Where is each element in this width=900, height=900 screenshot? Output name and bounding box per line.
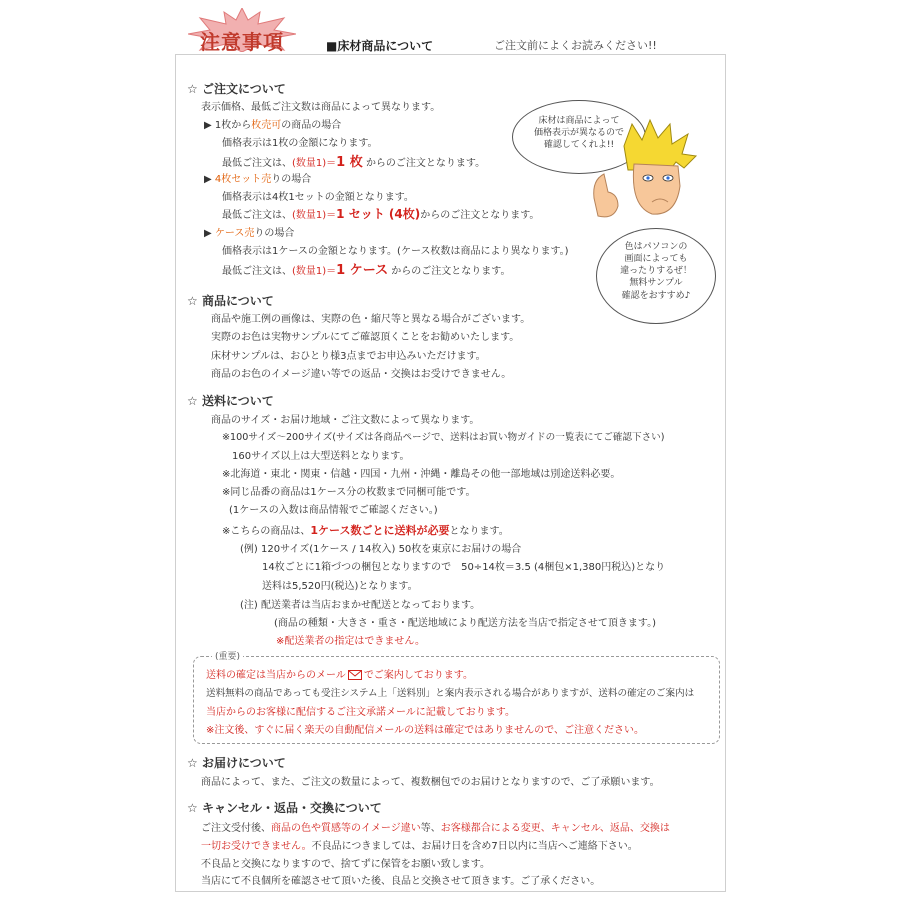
section-product-title: 商品について <box>201 294 274 308</box>
shipping-line: ※配送業者の指定はできません。 <box>276 636 425 647</box>
cancel-l1c: 等、 <box>420 823 441 834</box>
shipping-l7b: 1ケース数ごとに送料が必要 <box>310 524 450 537</box>
cancel-line <box>201 819 670 834</box>
cancel-l2b: 不良品につきましては、お届け日を含め7日以内に当店へご連絡下さい。 <box>311 841 638 852</box>
case3-l2b: (数量1)＝ <box>292 266 337 277</box>
bubble-bottom-line: 無料サンプル <box>629 278 683 289</box>
order-case1 <box>204 116 341 131</box>
case1-c: の商品の場合 <box>281 120 342 131</box>
mail-icon <box>348 670 362 680</box>
section-delivery-title: お届けについて <box>201 756 286 770</box>
product-line: 商品や施工例の画像は、実際の色・縮尺等と異なる場合がございます。 <box>211 314 531 325</box>
section-shipping-heading: ☆ 送料について <box>187 394 274 408</box>
cancel-l2a: 一切お受けできません。 <box>201 841 312 852</box>
header-note: ご注文前によくお読みください!! <box>494 39 657 52</box>
shipping-line: (注) 配送業者は当店おまかせ配送となっております。 <box>240 600 481 611</box>
bubble-top-line: 価格表示が異なるので <box>533 128 624 139</box>
case3-l2c: 1 ケース <box>336 263 389 278</box>
case2-l2c: 1 セット (4枚) <box>336 207 421 221</box>
case3-a: ケース売 <box>214 228 255 239</box>
case2-l2a: 最低ご注文は、 <box>222 210 292 221</box>
shipping-line: ※北海道・東北・関東・信越・四国・九州・沖縄・離島その他一部地域は別途送料必要。 <box>222 469 621 480</box>
case3-line1: 価格表示は1ケースの金額となります。(ケース枚数は商品により異なります。) <box>222 246 569 257</box>
cancel-line: 当店にて不良個所を確認させて頂いた後、良品と交換させて頂きます。ご了承ください。 <box>201 876 601 887</box>
triangle-icon: ▶ <box>204 228 215 239</box>
mascot-icon <box>584 116 704 226</box>
notice-line: 送料無料の商品であっても受注システム上「送料別」と案内表示される場合がありますが、送料の確定のご案内は <box>206 688 695 699</box>
bubble-top-line: 床材は商品によって <box>538 116 620 126</box>
notice-l1b: でご案内しております。 <box>363 670 474 681</box>
shipping-line: (1ケースの入数は商品情報でご確認ください。) <box>229 505 438 516</box>
notice-line: ※注文後、すぐに届く楽天の自動配信メールの送料は確定ではありませんので、ご注意ください。 <box>206 725 644 736</box>
case1-l2d: からのご注文となります。 <box>365 158 486 169</box>
cancel-l1d: お客様都合による変更、キャンセル、返品、交換は <box>440 823 670 834</box>
order-case3 <box>204 224 294 239</box>
notice-label: (重要) <box>212 649 243 662</box>
notice-line <box>206 666 473 681</box>
case1-l2b: (数量1)＝ <box>292 158 337 169</box>
case1-a: 1枚から <box>214 120 252 131</box>
case3-b: りの場合 <box>254 228 295 239</box>
cancel-l1a: ご注文受付後、 <box>201 823 271 834</box>
title-badge <box>188 20 296 58</box>
product-line: 床材サンプルは、おひとり様3点までお申込みいただけます。 <box>211 351 486 362</box>
delivery-line: 商品によって、また、ご注文の数量によって、複数梱包でのお届けとなりますので、ご了承願います。 <box>201 777 660 788</box>
section-order-heading: ☆ ご注文について <box>187 82 286 96</box>
badge-label: 注意事項 <box>200 30 284 54</box>
order-intro: 表示価格、最低ご注文数は商品によって異なります。 <box>201 102 441 113</box>
case1-line1: 価格表示は1枚の金額になります。 <box>222 138 378 149</box>
case2-b: りの場合 <box>271 174 312 185</box>
case2-l2d: からのご注文となります。 <box>420 210 540 221</box>
product-line: 実際のお色は実物サンプルにてご確認頂くことをお勧めいたします。 <box>211 332 520 343</box>
shipping-line: 商品のサイズ・お届け地域・ご注文数によって異なります。 <box>211 415 480 426</box>
shipping-line: 14枚ごとに1箱づつの梱包となりますので 50÷14枚＝3.5 (4梱包×1,380円税込)となり <box>262 562 666 573</box>
bubble-bottom-line: 画面によっても <box>624 254 688 265</box>
case3-l2a: 最低ご注文は、 <box>222 266 292 277</box>
section-product-heading: ☆ 商品について <box>187 294 274 308</box>
case1-l2c: 1 枚 <box>336 155 363 170</box>
case1-l2a: 最低ご注文は、 <box>222 158 292 169</box>
case2-l2b: (数量1)＝ <box>292 210 337 221</box>
case2-line1: 価格表示は4枚1セットの金額となります。 <box>222 192 414 203</box>
bubble-top-line: 確認してくれよ!! <box>543 140 615 151</box>
bubble-bottom-line: 確認をおすすめ♪ <box>621 290 691 301</box>
case2-a: 4枚セット売 <box>214 174 272 185</box>
shipping-line: (商品の種類・大きさ・重さ・配送地域により配送方法を当店で指定させて頂きます。) <box>274 618 657 629</box>
bubble-bottom-line: 違ったりするぜ！ <box>620 266 692 277</box>
shipping-l7a: ※こちらの商品は、 <box>222 526 311 537</box>
triangle-icon: ▶ <box>204 174 215 185</box>
product-line: 商品のお色のイメージ違い等での返品・交換はお受けできません。 <box>211 369 512 380</box>
section-shipping-title: 送料について <box>201 394 274 408</box>
case2-line2 <box>222 205 539 222</box>
shipping-line: 送料は5,520円(税込)となります。 <box>262 581 418 592</box>
shipping-line: ※同じ品番の商品は1ケース分の枚数まで同梱可能です。 <box>222 487 476 498</box>
notice-l1a: 送料の確定は当店からのメール <box>206 670 346 681</box>
shipping-line <box>222 522 509 538</box>
cancel-line: 不良品と交換になりますので、捨てずに保管をお願い致します。 <box>201 859 490 870</box>
case1-line2 <box>222 151 485 170</box>
section-order-title: ご注文について <box>201 82 286 96</box>
shipping-line: ※100サイズ～200サイズ(サイズは各商品ページで、送料はお買い物ガイドの一覧表にてご確認下さい) <box>222 432 665 443</box>
case3-l2d: からのご注文となります。 <box>391 266 511 277</box>
speech-bubble-bottom <box>596 228 716 324</box>
cancel-line <box>201 837 638 852</box>
section-cancel-title: キャンセル・返品・交換について <box>201 801 382 815</box>
order-case2 <box>204 170 311 185</box>
notice-line: 当店からのお客様に配信するご注文承諾メールに記載しております。 <box>206 707 515 718</box>
section-cancel-heading: ☆ キャンセル・返品・交換について <box>187 801 382 815</box>
cancel-l1b: 商品の色や質感等のイメージ違い <box>271 823 421 834</box>
section-delivery-heading: ☆ お届けについて <box>187 756 286 770</box>
triangle-icon: ▶ <box>204 120 215 131</box>
bubble-bottom-line: 色はパソコンの <box>624 242 688 252</box>
shipping-line: (例) 120サイズ(1ケース / 14枚入) 50枚を東京にお届けの場合 <box>240 544 522 555</box>
shipping-line: 160サイズ以上は大型送料となります。 <box>232 451 410 462</box>
case3-line2 <box>222 259 510 278</box>
shipping-l7c: となります。 <box>449 526 509 537</box>
case1-b: 枚売可 <box>251 120 282 131</box>
page-title: ■床材商品について <box>326 39 434 53</box>
